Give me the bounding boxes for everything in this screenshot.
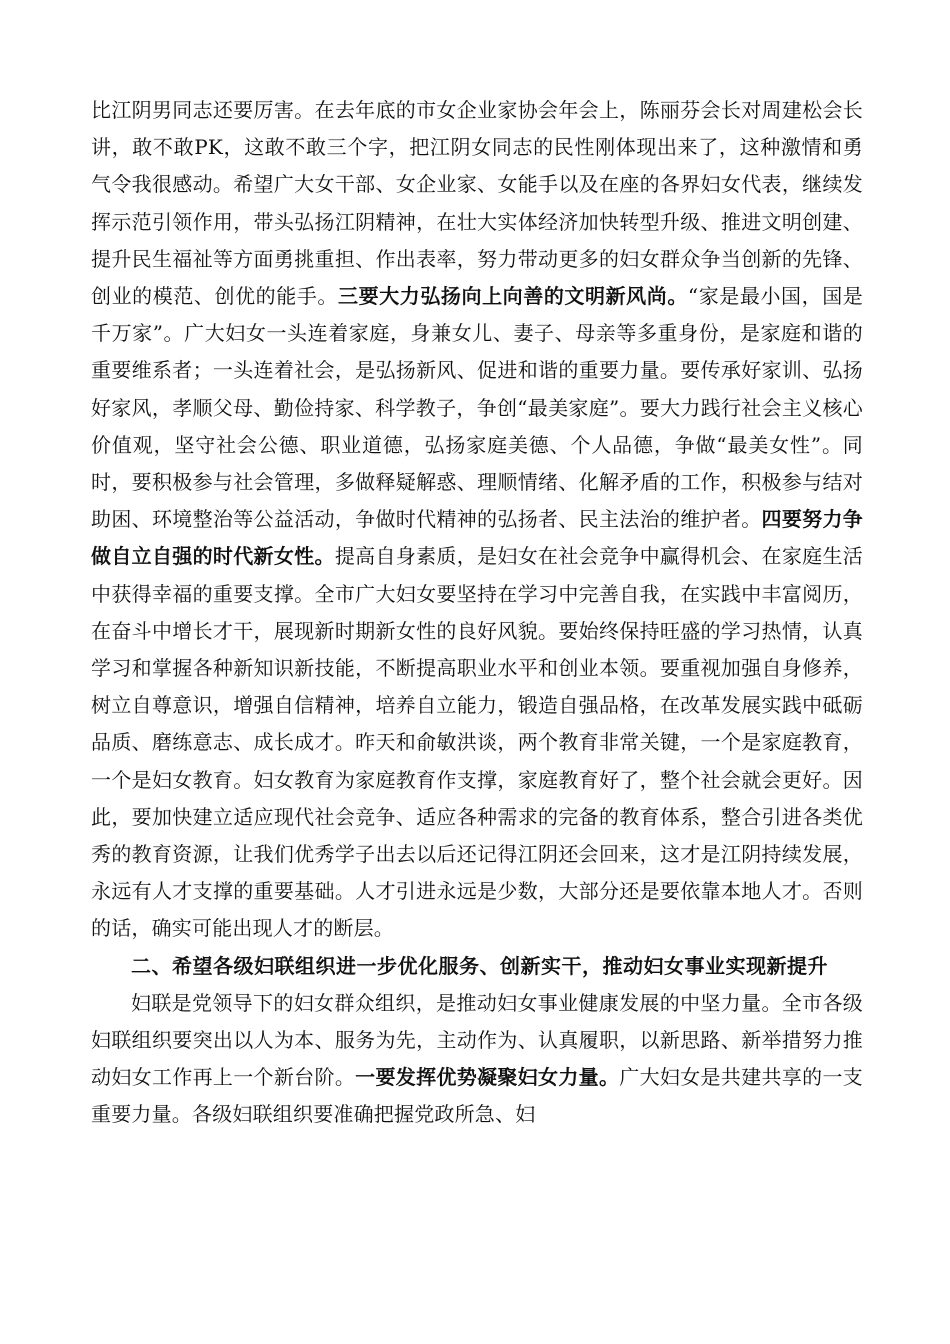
paragraph-text: 提高自身素质，是妇女在社会竞争中赢得机会、在家庭生活中获得幸福的重要支撑。全市广大妇女要坚持在学习中完善自我，在实践中丰富阅历，在奋斗中增长才干，展现新时期新女性的良好风貌。要始终保持旺盛的学习热情，认真学习和掌握各种新知识新技能，不断提高职业水平和创业本领。要重视加强自身修养，树立自尊意识，增强自信精神，培养自立能力，锻造自强品格，在改革发展实践中砥砺品质、磨练意志、成长成才。昨天和俞敏洪谈，两个教育非常关键，一个是家庭教育，一个是妇女教育。妇女教育为家庭教育作支撑，家庭教育好了，整个社会就会更好。因此，要加快建立适应现代社会竞争、适应各种需求的完备的教育体系，整合引进各类优秀的教育资源，让我们优秀学子出去以后还记得江阴还会回来，这才是江阴持续发展，永远有人才支撑的重要基础。人才引进永远是少数，大部分还是要依靠本地人才。否则的话，确实可能出现人才的断层。 — [91, 544, 863, 941]
body-paragraph — [91, 985, 863, 1134]
paragraph-text: 广大妇女是共建共享的一支重要力量。各级妇联组织要准确把握党政所急、妇 — [91, 1065, 863, 1127]
body-paragraph — [91, 92, 863, 948]
section-heading: 二、希望各级妇联组织进一步优化服务、创新实干，推动妇女事业实现新提升 — [131, 953, 828, 978]
bold-point-one: 一要发挥优势凝聚妇女力量。 — [355, 1065, 620, 1090]
bold-point-four: 四要努力争做自立自强的时代新女性。 — [91, 507, 863, 569]
document-page — [91, 92, 863, 1134]
bold-point-three: 三要大力弘扬向上向善的文明新风尚。 — [338, 284, 688, 309]
paragraph-text: 比江阴男同志还要厉害。在去年底的市女企业家协会年会上，陈丽芬会长对周建松会长讲，敢不敢PK，这敢不敢三个字，把江阴女同志的民性刚体现出来了，这种激情和勇气令我很感动。希望广大女干部、女企业家、女能手以及在座的各界妇女代表，继续发挥示范引领作用，带头弘扬江阴精神，在壮大实体经济加快转型升级、推进文明创建、提升民生福祉等方面勇挑重担、作出表率，努力带动更多的妇女群众争当创新的先锋、创业的模范、创优的能手。 — [91, 98, 863, 309]
paragraph-text: “家是最小国，国是千万家”。广大妇女一头连着家庭，身兼女儿、妻子、母亲等多重身份，是家庭和谐的重要维系者；一头连着社会，是弘扬新风、促进和谐的重要力量。要传承好家训、弘扬好家风，孝顺父母、勤俭持家、科学教子，争创“最美家庭”。要大力践行社会主义核心价值观，坚守社会公德、职业道德，弘扬家庭美德、个人品德，争做“最美女性”。同时，要积极参与社会管理，多做释疑解惑、理顺情绪、化解矛盾的工作，积极参与结对助困、环境整治等公益活动，争做时代精神的弘扬者、民主法治的维护者。 — [91, 284, 863, 532]
paragraph-text: 妇联是党领导下的妇女群众组织，是推动妇女事业健康发展的中坚力量。全市各级妇联组织要突出以人为本、服务为先，主动作为、认真履职，以新思路、新举措努力推动妇女工作再上一个新台阶。 — [91, 990, 863, 1090]
